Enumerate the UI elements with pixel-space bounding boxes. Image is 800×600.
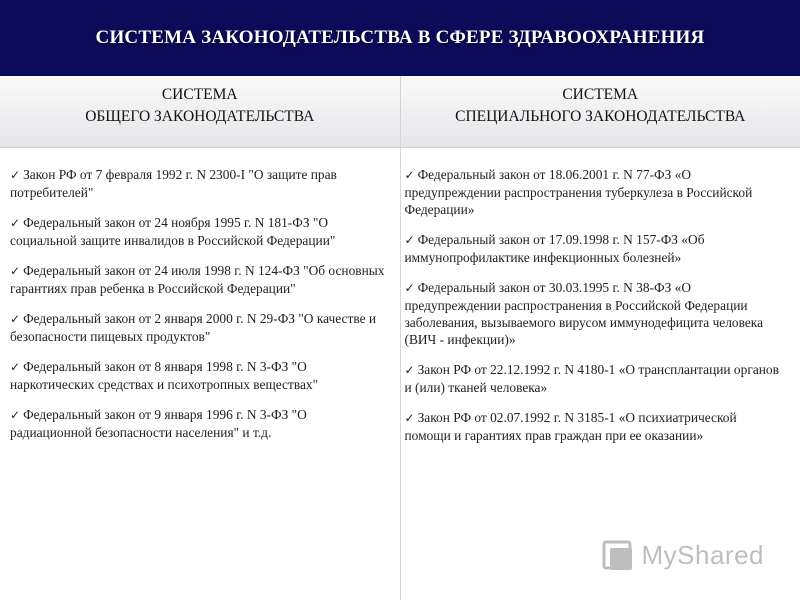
- title-bar: [0, 0, 800, 76]
- special-law-list: [401, 148, 800, 444]
- law-text: Закон РФ от 02.07.1992 г. N 3185-1 «О психиатрической помощи и гарантиях прав граждан при ее оказании»: [404, 410, 737, 443]
- check-icon: ✓: [404, 281, 415, 295]
- list-item: [10, 310, 390, 345]
- law-text: Федеральный закон от 17.09.1998 г. N 157-ФЗ «Об иммунопрофилактике инфекционных болезней»: [404, 232, 705, 265]
- law-text: Федеральный закон от 24 июля 1998 г. N 124-ФЗ "Об основных гарантиях прав ребенка в Российской Федерации": [10, 263, 385, 296]
- right-heading-line2: СПЕЦИАЛЬНОГО ЗАКОНОДАТЕЛЬСТВА: [455, 108, 746, 125]
- list-item: [405, 166, 781, 218]
- myshared-logo-icon: [602, 538, 636, 572]
- list-item: [405, 231, 781, 266]
- law-text: Федеральный закон от 9 января 1996 г. N 3-ФЗ "О радиационной безопасности населения" и т.д.: [10, 407, 307, 440]
- left-heading-line1: СИСТЕМА: [161, 86, 238, 103]
- list-item: [10, 262, 390, 297]
- check-icon: ✓: [10, 168, 21, 182]
- check-icon: ✓: [10, 264, 21, 278]
- list-item: [10, 406, 390, 441]
- law-text: Закон РФ от 22.12.1992 г. N 4180-1 «О трансплантации органов и (или) тканей человека»: [404, 362, 779, 395]
- general-legislation-column: [0, 148, 401, 600]
- general-law-list: [0, 148, 400, 441]
- law-text: Федеральный закон от 8 января 1998 г. N 3-ФЗ "О наркотических средствах и психотропных веществах": [10, 359, 319, 392]
- law-text: Закон РФ от 7 февраля 1992 г. N 2300-I "О защите прав потребителей": [10, 167, 337, 200]
- check-icon: ✓: [10, 360, 21, 374]
- law-text: Федеральный закон от 30.03.1995 г. N 38-ФЗ «О предупреждении распространения в Российской Федерации заболевания, вызываемого вирусом иммунодефицита человека (ВИЧ - инфекции)»: [404, 280, 764, 347]
- check-icon: ✓: [10, 408, 21, 422]
- left-column-heading: [0, 76, 401, 147]
- right-heading-line1: СИСТЕМА: [562, 86, 639, 103]
- list-item: [10, 166, 390, 201]
- check-icon: ✓: [404, 411, 415, 425]
- law-text: Федеральный закон от 2 января 2000 г. N 29-ФЗ "О качестве и безопасности пищевых продуктов": [10, 311, 377, 344]
- watermark-text: MyShared: [641, 539, 764, 570]
- right-column-heading: [401, 76, 800, 147]
- check-icon: ✓: [404, 363, 415, 377]
- list-item: [405, 409, 781, 444]
- check-icon: ✓: [404, 168, 415, 182]
- list-item: [405, 279, 781, 348]
- special-legislation-column: [401, 148, 800, 600]
- left-heading-line2: ОБЩЕГО ЗАКОНОДАТЕЛЬСТВА: [85, 108, 315, 125]
- check-icon: ✓: [10, 216, 21, 230]
- list-item: [405, 361, 781, 396]
- list-item: [10, 214, 390, 249]
- list-item: [10, 358, 390, 393]
- check-icon: ✓: [10, 312, 21, 326]
- law-text: Федеральный закон от 18.06.2001 г. N 77-ФЗ «О предупреждении распространения туберкулеза в Российской Федерации»: [404, 167, 753, 217]
- myshared-watermark: [602, 538, 765, 572]
- page-title: СИСТЕМА ЗАКОНОДАТЕЛЬСТВА В СФЕРЕ ЗДРАВООХРАНЕНИЯ: [95, 27, 705, 48]
- law-columns: [0, 148, 800, 600]
- check-icon: ✓: [404, 233, 415, 247]
- column-headers: [0, 76, 800, 148]
- law-text: Федеральный закон от 24 ноября 1995 г. N 181-ФЗ "О социальной защите инвалидов в Российской Федерации": [10, 215, 336, 248]
